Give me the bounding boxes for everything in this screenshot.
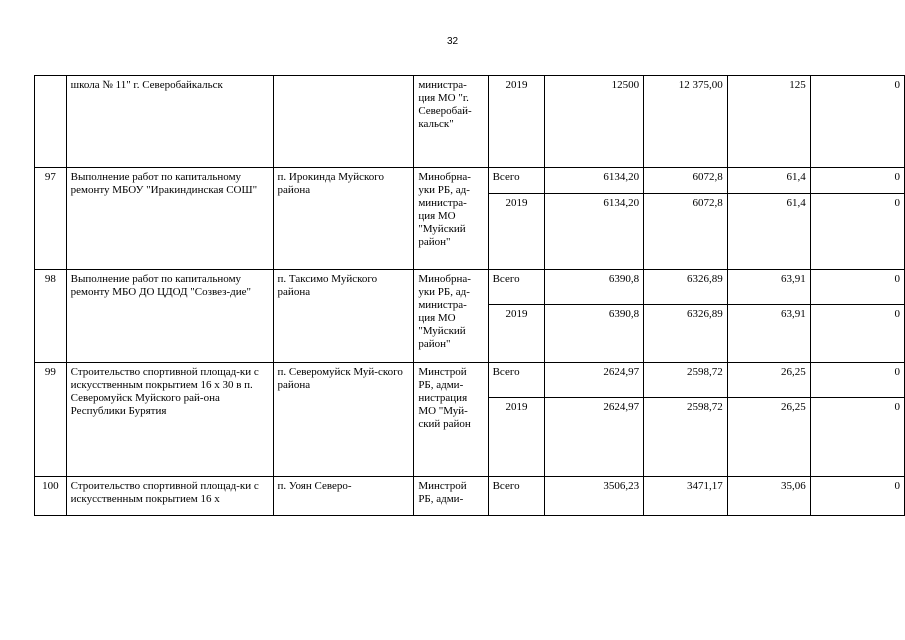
period-cell: Всего: [488, 168, 545, 194]
federal-amount: 12 375,00: [644, 76, 728, 168]
period-cell: 2019: [488, 398, 545, 477]
row-number: 98: [35, 270, 67, 363]
republic-amount: 63,91: [727, 270, 810, 305]
period-cell: Всего: [488, 363, 545, 398]
federal-amount: 2598,72: [644, 363, 728, 398]
object-location: п. Таксимо Муйского района: [273, 270, 414, 363]
page-number: 32: [446, 36, 459, 47]
total-amount: 2624,97: [545, 363, 644, 398]
row-number: [35, 76, 67, 168]
total-amount: 6390,8: [545, 305, 644, 363]
republic-amount: 61,4: [727, 168, 810, 194]
period-cell: Всего: [488, 270, 545, 305]
republic-amount: 63,91: [727, 305, 810, 363]
object-name: школа № 11" г. Северобайкальск: [66, 76, 273, 168]
object-location: п. Северомуйск Муй-ского района: [273, 363, 414, 477]
republic-amount: 26,25: [727, 363, 810, 398]
municipal-amount: 0: [810, 168, 904, 194]
municipal-amount: 0: [810, 305, 904, 363]
federal-amount: 6072,8: [644, 168, 728, 194]
municipal-amount: 0: [810, 398, 904, 477]
republic-amount: 61,4: [727, 194, 810, 270]
table-row: [35, 168, 905, 194]
object-location: п. Уоян Северо-: [273, 477, 414, 516]
federal-amount: 2598,72: [644, 398, 728, 477]
total-amount: 6134,20: [545, 194, 644, 270]
municipal-amount: 0: [810, 363, 904, 398]
federal-amount: 6072,8: [644, 194, 728, 270]
object-name: Строительство спортивной площад-ки с искусственным покрытием 16 х: [66, 477, 273, 516]
table-row: [35, 270, 905, 305]
executor: Минобрна-уки РБ, ад-министра-ция МО "Муйский район": [414, 270, 488, 363]
program-table: [34, 75, 905, 516]
period-cell: 2019: [488, 305, 545, 363]
table-row: [35, 76, 905, 168]
municipal-amount: 0: [810, 194, 904, 270]
object-name: Выполнение работ по капитальному ремонту МБОУ "Иракиндинская СОШ": [66, 168, 273, 270]
period-cell: Всего: [488, 477, 545, 516]
executor: Минстрой РБ, адми-нистрация МО "Муй-ский район: [414, 363, 488, 477]
table-row: [35, 363, 905, 398]
row-number: 97: [35, 168, 67, 270]
municipal-amount: 0: [810, 76, 904, 168]
object-location: [273, 76, 414, 168]
total-amount: 6134,20: [545, 168, 644, 194]
total-amount: 2624,97: [545, 398, 644, 477]
object-location: п. Ирокинда Муйского района: [273, 168, 414, 270]
total-amount: 3506,23: [545, 477, 644, 516]
federal-amount: 3471,17: [644, 477, 728, 516]
table-row: [35, 477, 905, 516]
total-amount: 12500: [545, 76, 644, 168]
federal-amount: 6326,89: [644, 305, 728, 363]
federal-amount: 6326,89: [644, 270, 728, 305]
total-amount: 6390,8: [545, 270, 644, 305]
republic-amount: 35,06: [727, 477, 810, 516]
republic-amount: 26,25: [727, 398, 810, 477]
executor: министра-ция МО "г. Северобай-кальск": [414, 76, 488, 168]
row-number: 100: [35, 477, 67, 516]
row-number: 99: [35, 363, 67, 477]
municipal-amount: 0: [810, 270, 904, 305]
republic-amount: 125: [727, 76, 810, 168]
period-cell: 2019: [488, 194, 545, 270]
object-name: Строительство спортивной площад-ки с искусственным покрытием 16 х 30 в п. Северомуйск Муйского рай-она Республики Бурятия: [66, 363, 273, 477]
executor: Минстрой РБ, адми-: [414, 477, 488, 516]
executor: Минобрна-уки РБ, ад-министра-ция МО "Муйский район": [414, 168, 488, 270]
period-cell: 2019: [488, 76, 545, 168]
municipal-amount: 0: [810, 477, 904, 516]
object-name: Выполнение работ по капитальному ремонту МБО ДО ЦДОД "Созвез-дие": [66, 270, 273, 363]
